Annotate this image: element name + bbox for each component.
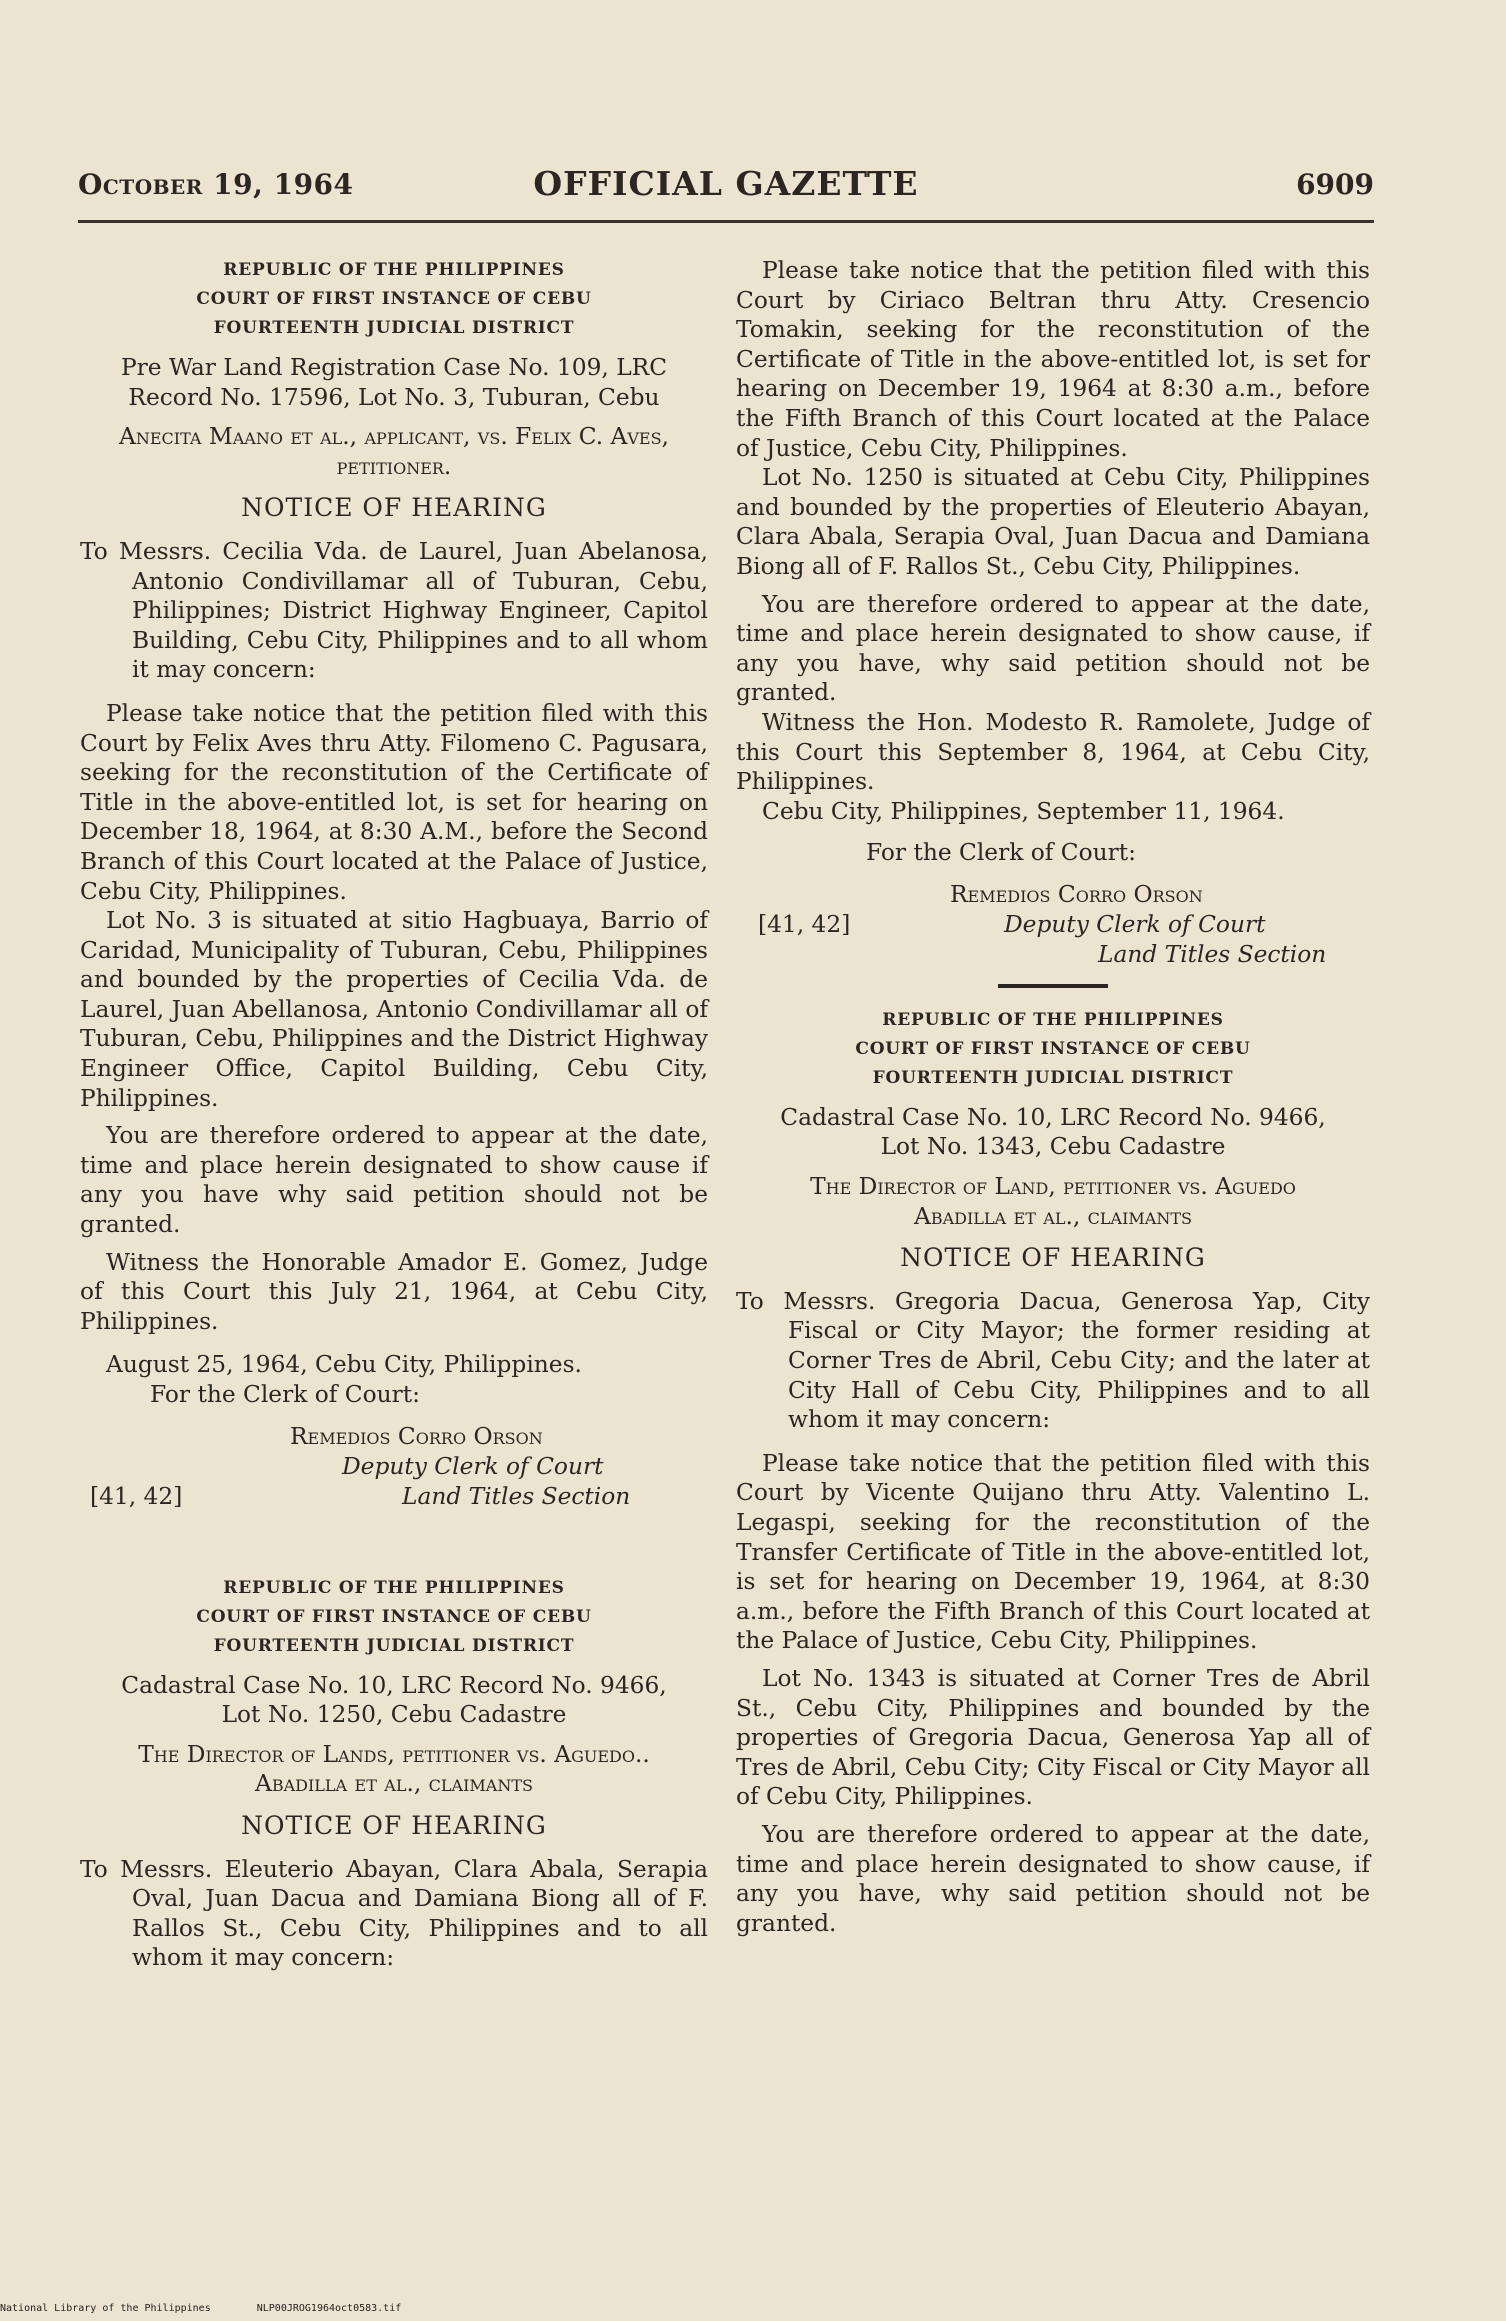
dateline: August 25, 1964, Cebu City, Philippines. [106,1351,582,1379]
notice-heading: NOTICE OF HEARING [241,1810,547,1840]
signatory-title: Deputy Clerk of Court [342,1452,604,1480]
scan-footer [0,2303,1506,2314]
for-clerk: For the Clerk of Court: [866,839,1136,867]
publication-title: OFFICIAL GAZETTE [533,164,919,203]
reference-code: [41, 42] [90,1482,183,1510]
notice-separator [998,984,1108,988]
page-number: 6909 [1296,168,1374,201]
notice-paragraph: Please take notice that the petition filed with this Court by Vicente Quijano thru Atty. Valentino L. Legaspi, seeking for the reconstitution of the Transfer Certificate of Title in the above-entitled lot, is set for hearing on December 19, 1964, at 8:30 a.m., before the Fifth Branch of this Court located at the Palace of Justice, Cebu City, Philippines. [736,1449,1370,1655]
signatory-title: Deputy Clerk of Court [1004,910,1266,938]
signatory-name: Remedios Corro Orson [950,880,1203,908]
for-clerk: For the Clerk of Court: [150,1381,420,1408]
header-rule [78,220,1374,223]
notice-paragraph: You are therefore ordered to appear at the date, time and place herein designated to show cause, if any you have, why said petition should not be granted. [736,1820,1370,1937]
notice-lot-1343 [736,1006,1370,1938]
signature-block [80,1422,708,1512]
notice-paragraph: You are therefore ordered to appear at the date, time and place herein designated to show cause if any you have why said petition should not be granted. [80,1122,708,1239]
case-parties: The Director of Land, petitioner vs. Aguedo Abadilla et al., claimants [810,1173,1296,1230]
signatory-section: Land Titles Section [1098,940,1327,968]
court-line-1: REPUBLIC OF THE PHILIPPINES [223,260,565,280]
notice-paragraph: Lot No. 3 is situated at sitio Hagbuaya, Barrio of Caridad, Municipality of Tuburan, Cebu, Philippines and bounded by the properties of Cecilia Vda. de Laurel, Juan Abellanosa, Antonio Condivillamar all of Tuburan, Cebu, Philippines and the District Highway Engineer Office, Capitol Building, Cebu City, Philippines. [80,907,708,1112]
scan-filename: NLP00JROG1964oct0583.tif [256,2303,402,2314]
court-line-2: COURT OF FIRST INSTANCE OF CEBU [196,1606,592,1627]
reference-code: [41, 42] [758,910,851,938]
dateline: Cebu City, Philippines, September 11, 1964. [762,797,1285,825]
case-title: Pre War Land Registration Case No. 109, LRC Record No. 17596, Lot No. 3, Tuburan, Cebu [120,354,668,411]
notice-paragraph: Lot No. 1250 is situated at Cebu City, Philippines and bounded by the properties of Eleuterio Abayan, Clara Abala, Serapia Oval, Juan Dacua and Damiana Biong all of F. Rallos St., Cebu City, Philippines. [736,464,1370,580]
court-line-1: REPUBLIC OF THE PHILIPPINES [882,1009,1224,1030]
addressees: To Messrs. Gregoria Dacua, Generosa Yap, City Fiscal or City Mayor; the former residing at Corner Tres de Abril, Cebu City; and the later at City Hall of Cebu City, Philippines and to all whom it may concern: [736,1287,1370,1434]
court-line-1: REPUBLIC OF THE PHILIPPINES [223,1577,565,1598]
court-line-2: COURT OF FIRST INSTANCE OF CEBU [855,1038,1251,1059]
case-title: Cadastral Case No. 10, LRC Record No. 9466, Lot No. 1250, Cebu Cadastre [121,1671,667,1729]
notice-paragraph: You are therefore ordered to appear at the date, time and place herein designated to show cause, if any you have, why said petition should not be granted. [736,590,1370,707]
notice-paragraph: Witness the Honorable Amador E. Gomez, Judge of this Court this July 21, 1964, at Cebu City, Philippines. [80,1248,708,1335]
addressees: To Messrs. Eleuterio Abayan, Clara Abala, Serapia Oval, Juan Dacua and Damiana Biong all of F. Rallos St., Cebu City, Philippines and to all whom it may concern: [80,1855,708,1972]
notice-paragraph: Lot No. 1343 is situated at Corner Tres de Abril St., Cebu City, Philippines and bounded by the properties of Gregoria Dacua, Generosa Yap all of Tres de Abril, Cebu City; City Fiscal or City Mayor all of Cebu City, Philippines. [736,1664,1370,1811]
page-header [78,164,1374,218]
court-line-3: FOURTEENTH JUDICIAL DISTRICT [872,1067,1234,1088]
court-line-3: FOURTEENTH JUDICIAL DISTRICT [213,318,575,338]
notice-paragraph: Please take notice that the petition filed with this Court by Ciriaco Beltran thru Atty. Cresencio Tomakin, seeking for the reconstitution of the Certificate of Title in the above-entitled lot, is set for hearing on December 19, 1964 at 8:30 a.m., before the Fifth Branch of this Court located at the Palace of Justice, Cebu City, Philippines. [736,257,1370,462]
right-column [736,256,1370,1938]
notice-paragraph: Please take notice that the petition filed with this Court by Felix Aves thru Atty. Filomeno C. Pagusara, seeking for the reconstitution of the Certificate of Title in the above-entitled lot, is set for hearing on December 18, 1964, at 8:30 A.M., before the Second Branch of this Court located at the Palace of Justice, Cebu City, Philippines. [80,699,708,905]
case-parties: The Director of Lands, petitioner vs. Aguedo.. Abadilla et al., claimants [138,1740,650,1798]
signature-block [736,880,1370,970]
notice-lot-1250-continued [736,256,1370,970]
notice-lot-3 [80,256,708,1512]
addressees: To Messrs. Cecilia Vda. de Laurel, Juan Abelanosa, Antonio Condivillamar all of Tuburan, Cebu, Philippines; District Highway Engineer, Capitol Building, Cebu City, Philippines and to all whom it may concern: [80,537,708,684]
library-credit: National Library of the Philippines [0,2303,211,2314]
notice-paragraph: Witness the Hon. Modesto R. Ramolete, Judge of this Court this September 8, 1964, at Cebu City, Philippines. [736,708,1370,796]
case-title: Cadastral Case No. 10, LRC Record No. 9466, Lot No. 1343, Cebu Cadastre [780,1103,1326,1161]
issue-date: October 19, 1964 [78,168,354,201]
signatory-name: Remedios Corro Orson [290,1422,543,1450]
signatory-section: Land Titles Section [402,1482,631,1510]
notice-lot-1250 [80,1574,708,1973]
left-column [80,256,708,1973]
notice-heading: NOTICE OF HEARING [900,1243,1206,1273]
court-line-2: COURT OF FIRST INSTANCE OF CEBU [196,289,592,309]
case-parties: Anecita Maano et al., applicant, vs. Felix C. Aves, petitioner. [119,423,669,480]
court-line-3: FOURTEENTH JUDICIAL DISTRICT [213,1635,575,1656]
notice-heading: NOTICE OF HEARING [241,493,547,523]
